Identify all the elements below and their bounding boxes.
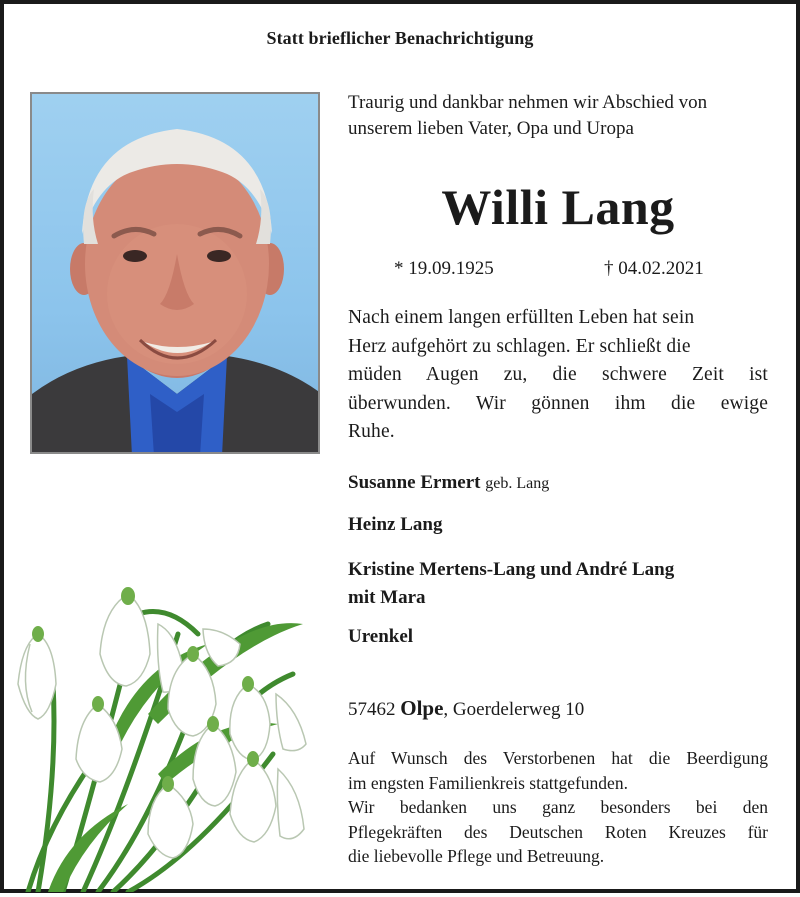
message-line: Nach einem langen erfüllten Leben hat sein [348,307,695,328]
header-title: Statt brieflicher Benachrichtigung [266,28,534,48]
birth-date: * 19.09.1925 [394,258,494,279]
mourner-note: geb. Lang [485,475,550,492]
footer-notice [348,746,768,869]
footer-line: Wir bedanken uns ganz besonders bei den [348,797,768,817]
footer-line: die liebevolle Pflege und Betreuung. [348,846,605,866]
address-city: Olpe [400,696,444,720]
intro-line: Traurig und dankbar nehmen wir Abschied von [348,92,708,113]
address [348,696,584,721]
intro-text [348,90,768,142]
death-date: † 04.02.2021 [604,258,704,279]
deceased-name: Willi Lang [441,179,675,235]
mourner-great-grandchildren: Urenkel [348,626,414,647]
footer-line: im engsten Familienkreis stattgefunden. [348,772,628,793]
mourner-line: Kristine Mertens-Lang und André Lang [348,559,675,580]
snowdrop-flowers-illustration [8,574,318,892]
mourner-name: Susanne Ermert [348,472,481,493]
message-line: überwunden. Wir gönnen ihm die ewige [348,392,768,414]
footer-line: Auf Wunsch des Verstorbenen hat die Beerdigung [348,748,768,768]
mourner-susanne [348,472,549,494]
mourner-line: mit Mara [348,587,426,608]
mourner-heinz: Heinz Lang [348,514,443,535]
footer-line: Pflegekräften des Deutschen Roten Kreuzes für [348,821,768,842]
message-paragraph [348,304,768,447]
address-street: , Goerdelerweg 10 [443,699,585,720]
mourner-kristine-andre [348,556,674,612]
address-zip: 57462 [348,699,396,720]
message-line: Ruhe. [348,421,395,442]
portrait-photo [30,92,320,454]
intro-line: unserem lieben Vater, Opa und Uropa [348,118,634,139]
message-line: müden Augen zu, die schwere Zeit ist [348,364,768,385]
message-line: Herz aufgehört zu schlagen. Er schließt die [348,335,691,357]
